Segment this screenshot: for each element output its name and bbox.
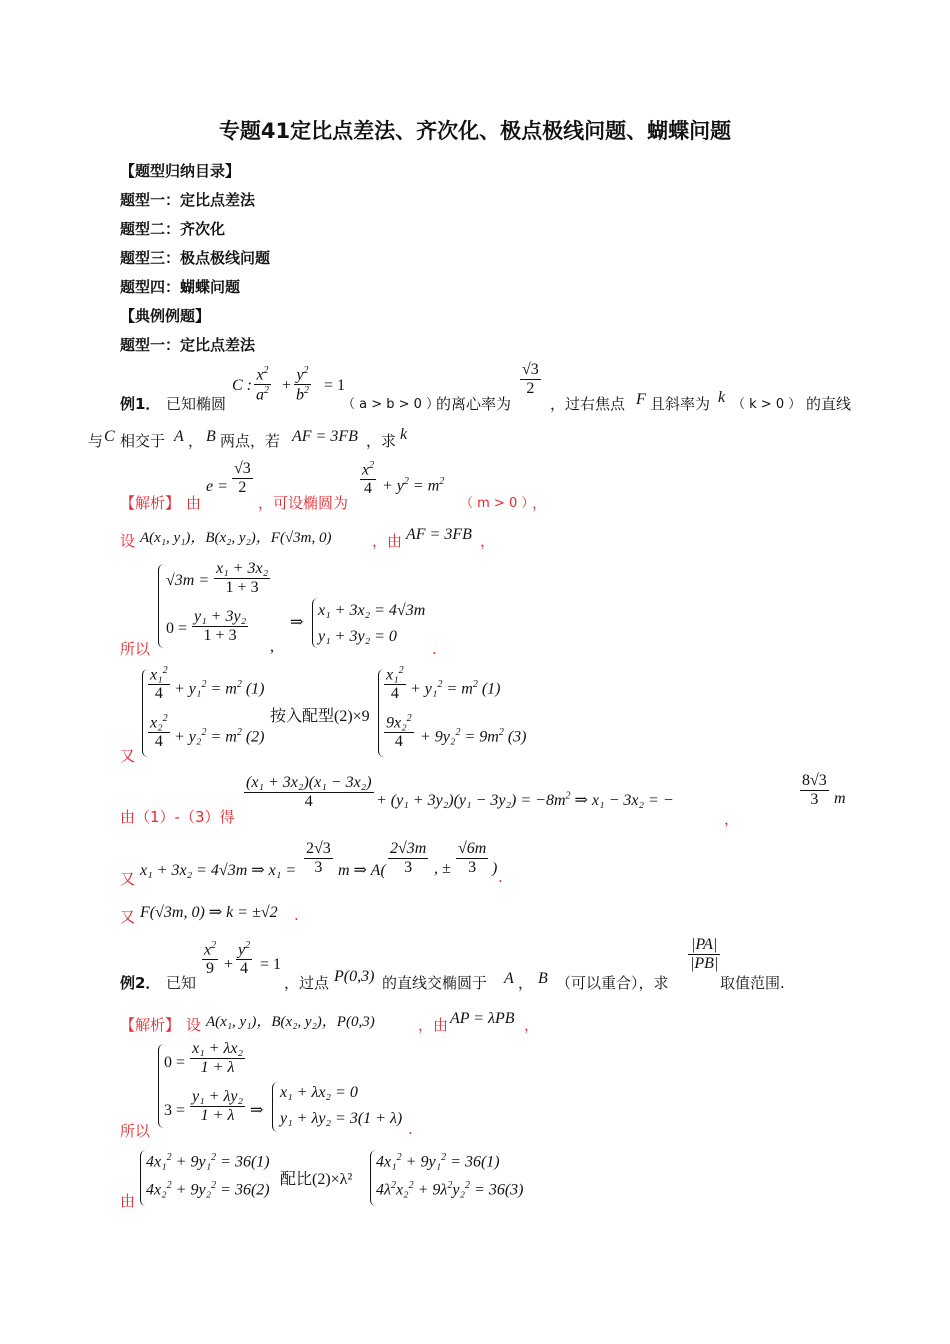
document-page: 专题41定比点差法、齐次化、极点极线问题、蝴蝶问题 【题型归纳目录】 题型一：定比点差法 题型二：齐次化 题型三：极点极线问题 题型四：蝴蝶问题 【典例例题】 题型一：定比点差法 例1． 已知椭圆 C : $\frac{x^2}{a^2}$ + $\frac{y^2}{b^2}$ = 1 （ a > b > 0 ） 的离心率为 $\frac{√3}{2}$ ，过右焦点 F 且斜率为 k （ k > 0 ） 的直线 与 C 相交于 A ， B 两点，若 AF = 3FB ，求 k 【解析】 由 e = $\frac{√3}{2}$ ，可设椭圆为 $\frac{x^2}{4}$ + $y^2 = m^2$ （ m > 0 ） ， 设 A(x₁, y₁)，B(x₂, y₂)，F(√3m, 0) ，由 AF = 3FB ， 所以 √3m = $\frac{\text{x₁ + 3x₂}}{1 + 3}$ 0 = $\frac{\text{y₁ + 3y₂}}{1 + 3}$ , ⇒ x₁ + 3x₂ = 4√3m y₁ + 3y₂ = 0 . 又 $\frac{x_1^2}{4}$ + $y_1^2 = m^2$ (1) $\frac{x_2^2}{4}$ + $y_2^2 = m^2$ (2) 按入配型(2)×9 $\frac{x_1^2}{4}$ + $y_1^2 = m^2$ (1) $\frac{9x_2^2}{4}$ + $9y_2^2 = 9m^2$ (3) 由（1）-（3）得 $\frac{\text{(x₁ + 3x₂)(x₁ − 3x₂)}}{4}$ + $(y_1 + 3y_2)(y_1 - 3y_2) = -8m^2$ ⇒ x₁ − 3x₂ = − $\frac{8√3}{3}$ m ， 又 x₁ + 3x₂ = 4√3m ⇒ x₁ = $\frac{2√3}{3}$ m ⇒ A( $\frac{2√3m}{3}$ , ± $\frac{√6m}{3}$ ) . 又 F(√3m, 0) ⇒ k = ±√2 . 例2． 已知 $\frac{x^2}{9}$ + $\frac{y^2}{4}$ = 1 ，过点 P(0,3) 的直线交椭圆于 A ， B （可以重合），求 $\frac{|PA|}{|PB|}$ 取值范围. 【解析】 设 A(x₁, y₁)，B(x₂, y₂)，P(0,3) ，由 AP = λPB ， 所以 0 = $\frac{\text{x₁ + λx₂}}{1 + \lambda}$ 3 = $\frac{\text{y₁ + λy₂}}{1 + \lambda}$ ⇒ x₁ + λx₂ = 0 y₁ + λy₂ = 3(1 + λ) . 由 4x₁$^2$ + 9y₁$^2$ = 36(1) 4x₂$^2$ + 9y₂$^2$ = 36(2) 配比(2)×λ² 4x₁$^2$ + 9y₁$^2$ = 36(1) $4\lambda^2x_2^2 + 9\lambda^2y_2^2 = 36(3)$ xyxy=(0,0,950,1344)
solution-1-row-5: 由（1）-（3）得 $\frac{\text{(x₁ + 3x₂)(x₁ − 3x₂)}}{4}$ + $(y_1 + 3y_2)(y_1 - 3y_2) = -8m^2$ ⇒ x₁ − 3x₂ = − $\frac{8√3}{3}$ m ， xyxy=(120,772,846,828)
examples-header: 【典例例题】 xyxy=(120,307,211,325)
example-1-text-3: ，过右焦点 xyxy=(550,395,626,413)
toc-item-3: 题型三：极点极线问题 xyxy=(120,249,271,267)
slope-result: F(√3m, 0) ⇒ k = ±√2 xyxy=(140,904,278,921)
solution-2-row-3: 由 4x₁$^2$ + 9y₁$^2$ = 36(1) 4x₂$^2$ + 9y₂$^2$ = 36(2) 配比(2)×λ² 4x₁$^2$ + 9y₁$^2$ = 36(1) $4\lambda^2x_2^2 + 9\lambda^2y_2^2 = 36(3)$ xyxy=(120,1152,524,1210)
page-title: 专题41定比点差法、齐次化、极点极线问题、蝴蝶问题 xyxy=(218,119,732,143)
toc-header: 【题型归纳目录】 xyxy=(120,162,241,180)
slope-k: k xyxy=(718,389,726,406)
solution-2-row-2: 所以 0 = $\frac{\text{x₁ + λx₂}}{1 + \lambda}$ 3 = $\frac{\text{y₁ + λy₂}}{1 + \lambda}$ ⇒ x₁ + λx₂ = 0 y₁ + λy₂ = 3(1 + λ) . xyxy=(120,1040,413,1140)
example-1-text: 已知椭圆 xyxy=(166,395,227,413)
solution-1-row-2: 设 A(x₁, y₁)，B(x₂, y₂)，F(√3m, 0) ，由 AF = 3FB ， xyxy=(120,526,496,550)
example-2-line: 例2． 已知 $\frac{x^2}{9}$ + $\frac{y^2}{4}$ = 1 ，过点 P(0,3) 的直线交椭圆于 A ， B （可以重合），求 $\frac{|PA|}{|PB|}$ 取值范围. xyxy=(120,936,785,992)
example-1-label: 例1． xyxy=(120,395,161,413)
solution-1-row-4: 又 $\frac{x_1^2}{4}$ + $y_1^2 = m^2$ (1) $\frac{x_2^2}{4}$ + $y_2^2 = m^2$ (2) 按入配型(2)×9 $\frac{x_1^2}{4}$ + $y_1^2 = m^2$ (1) $\frac{9x_2^2}{4}$ + $9y_2^2 = 9m^2$ (3) xyxy=(120,665,527,765)
example-2-label: 例2． xyxy=(120,974,161,992)
solution-2-label: 【解析】 xyxy=(120,1016,181,1034)
focus-F: F xyxy=(636,391,646,408)
solution-1-row-3: 所以 √3m = $\frac{\text{x₁ + 3x₂}}{1 + 3}$ 0 = $\frac{\text{y₁ + 3y₂}}{1 + 3}$ , ⇒ x₁ + 3x₂ = 4√3m y₁ + 3y₂ = 0 . xyxy=(120,560,437,658)
slope-condition: （ k > 0 ） xyxy=(732,397,802,412)
operation-label: 按入配型(2)×9 xyxy=(270,708,370,725)
toc-item-2: 题型二：齐次化 xyxy=(120,220,226,238)
eccentricity-value: $\frac{√3}{2}$ xyxy=(522,361,539,397)
operation-label-2: 配比(2)×λ² xyxy=(280,1171,353,1188)
solution-2-row-1: 【解析】 设 A(x₁, y₁)，B(x₂, y₂)，P(0,3) ，由 AP = λPB ， xyxy=(120,1010,540,1034)
solution-1-row-1: 【解析】 由 e = $\frac{√3}{2}$ ，可设椭圆为 $\frac{x^2}{4}$ + $y^2 = m^2$ （ m > 0 ） ， xyxy=(120,460,548,512)
toc-item-1: 题型一：定比点差法 xyxy=(120,191,256,209)
example-1-text-5: 的直线 xyxy=(806,395,852,413)
solution-1-row-6: 又 x₁ + 3x₂ = 4√3m ⇒ x₁ = $\frac{2√3}{3}$ m ⇒ A( $\frac{2√3m}{3}$ , ± $\frac{√6m}{3}$ ) . xyxy=(120,840,503,888)
ellipse-condition: （ a > b > 0 ） xyxy=(342,397,440,412)
point-P: P(0,3) xyxy=(334,968,375,985)
example-1-line-2: 与 C 相交于 A ， B 两点，若 AF = 3FB ，求 k xyxy=(88,426,408,450)
toc-item-4: 题型四：蝴蝶问题 xyxy=(120,278,241,296)
example-1-text-4: 且斜率为 xyxy=(650,395,711,413)
points-definition: A(x₁, y₁)，B(x₂, y₂)，F(√3m, 0) xyxy=(140,530,332,546)
example-1-text-2: 的离心率为 xyxy=(436,395,512,413)
solution-label: 【解析】 xyxy=(120,494,181,512)
ratio-expression: $\frac{|PA|}{|PB|}$ xyxy=(690,936,719,972)
vector-condition: AF = 3FB xyxy=(292,428,358,445)
solution-1-row-7: 又 F(√3m, 0) ⇒ k = ±√2 . xyxy=(120,904,299,926)
section-1-heading: 题型一：定比点差法 xyxy=(120,336,256,354)
